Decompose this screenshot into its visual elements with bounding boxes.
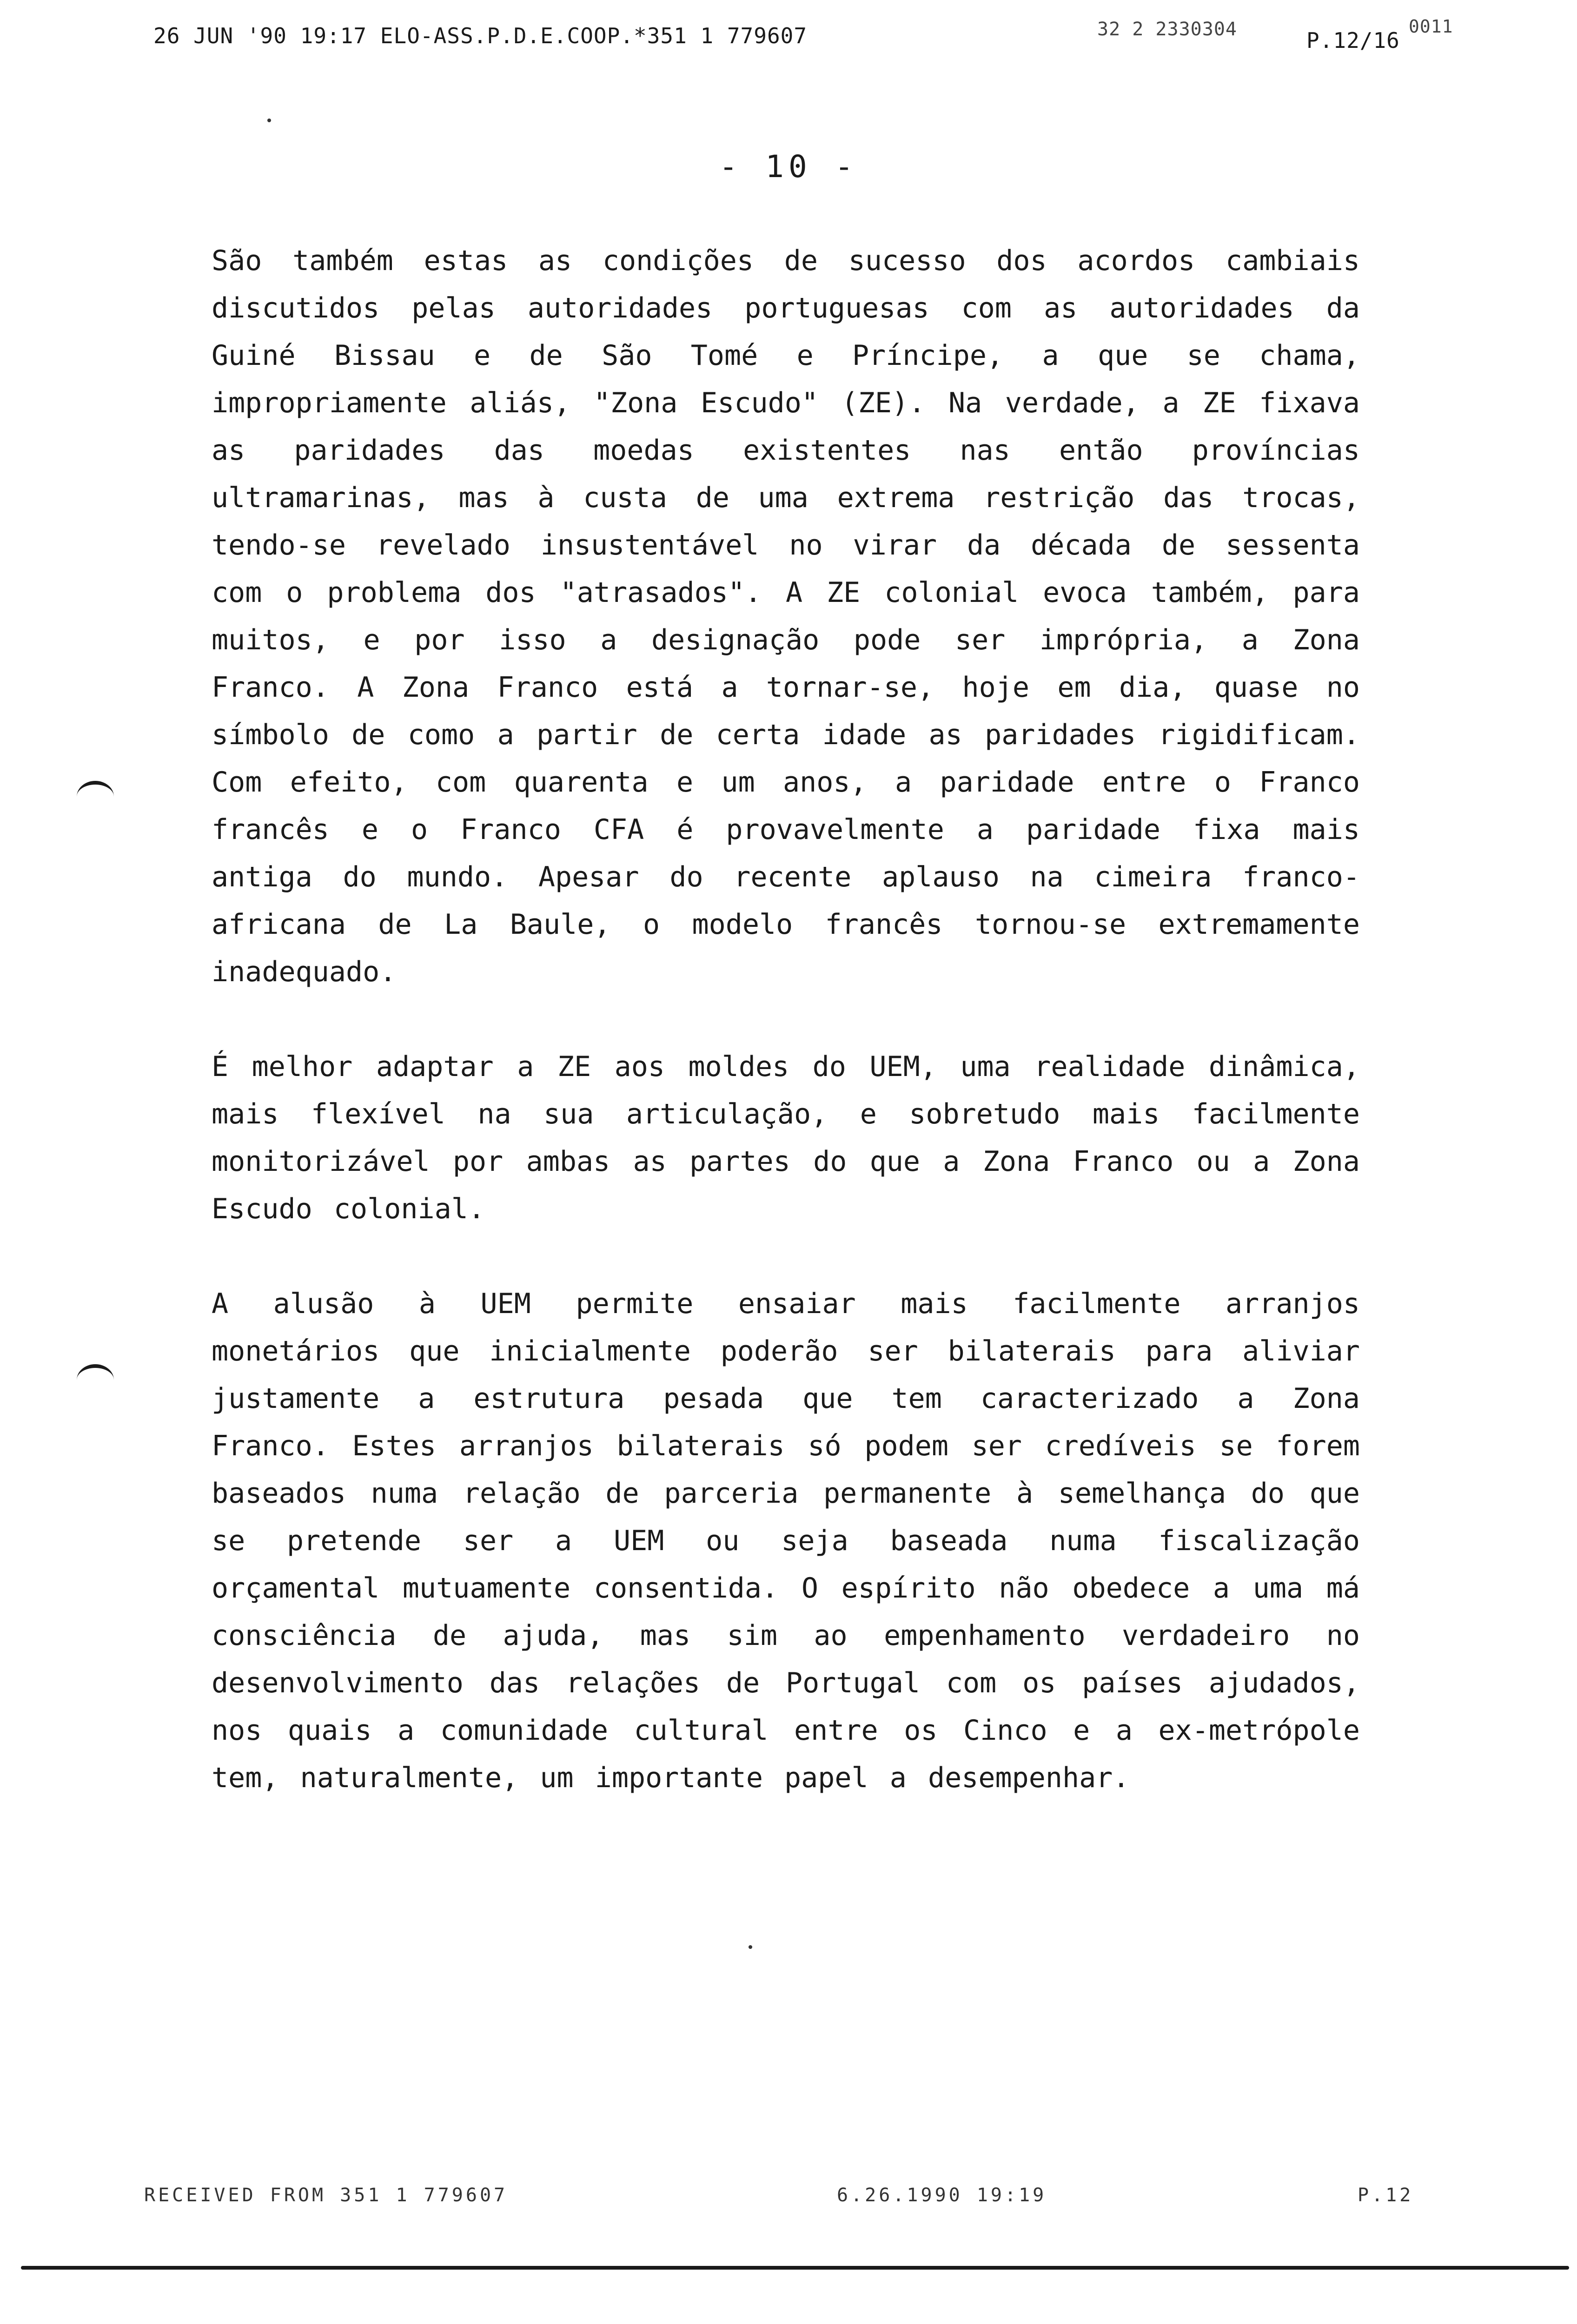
paragraph: A alusão à UEM permite ensaiar mais facilmente arranjos monetários que inicialmente poderão ser bilaterais para aliviar justamente a estrutura pesada que tem caracterizado a Zona Franco. Estes arranjos bilaterais só podem ser credíveis se forem baseados numa relação de parceria permanente à semelhança do que se pretende ser a UEM ou seja baseada numa fiscalização orçamental mutuamente consentida. O espírito não obedece a uma má consciência de ajuda, mas sim ao empenhamento verdadeiro no desenvolvimento das relações de Portugal com os países ajudados, nos quais a comunidade cultural entre os Cinco e a ex-metrópole tem, naturalmente, um importante papel a desempenhar.	[212, 1287, 1360, 1794]
scan-speck	[267, 119, 271, 122]
fax-footer-received: RECEIVED FROM 351 1 779607	[144, 2185, 508, 2206]
paragraph: São também estas as condições de sucesso dos acordos cambiais discutidos pelas autoridades portuguesas com as autoridades da Guiné Bissau e de São Tomé e Príncipe, a que se chama, impropriamente aliás, "Zona Escudo" (ZE). Na verdade, a ZE fixava as paridades das moedas existentes nas então províncias ultramarinas, mas à custa de uma extrema restrição das trocas, tendo-se revelado insustentável no virar da década de sessenta com o problema dos "atrasados". A ZE colonial evoca também, para muitos, e por isso a designação pode ser imprópria, a Zona Franco. A Zona Franco está a tornar-se, hoje em dia, quase no símbolo de como a partir de certa idade as paridades rigidificam. Com efeito, com quarenta e um anos, a paridade entre o Franco francês e o Franco CFA é provavelmente a paridade fixa mais antiga do mundo. Apesar do recente aplauso na cimeira franco-africana de La Baule, o modelo francês tornou-se extremamente inadequado.	[212, 244, 1360, 988]
fax-header-sender: 26 JUN '90 19:17 ELO-ASS.P.D.E.COOP.*351 1 779607	[153, 23, 808, 48]
fax-footer-page: P.12	[1358, 2185, 1414, 2206]
punch-hole-mark	[77, 781, 114, 812]
fax-header-number: 32 2 2330304	[1097, 19, 1237, 40]
fax-header	[139, 14, 1488, 56]
paragraph: É melhor adaptar a ZE aos moldes do UEM, uma realidade dinâmica, mais flexível na sua articulação, e sobretudo mais facilmente monitorizável por ambas as partes do que a Zona Franco ou a Zona Escudo colonial.	[212, 1050, 1360, 1225]
document-body	[212, 237, 1360, 1849]
fax-footer	[0, 2185, 1577, 2222]
footer-divider	[21, 2266, 1569, 2270]
fax-footer-datetime: 6.26.1990 19:19	[837, 2185, 1047, 2206]
punch-hole-mark	[77, 1364, 114, 1396]
fax-header-page: P.12/16	[1306, 28, 1400, 53]
fax-header-code: 0011	[1409, 16, 1453, 37]
scan-speck	[749, 1945, 752, 1949]
page-number: - 10 -	[719, 149, 858, 185]
